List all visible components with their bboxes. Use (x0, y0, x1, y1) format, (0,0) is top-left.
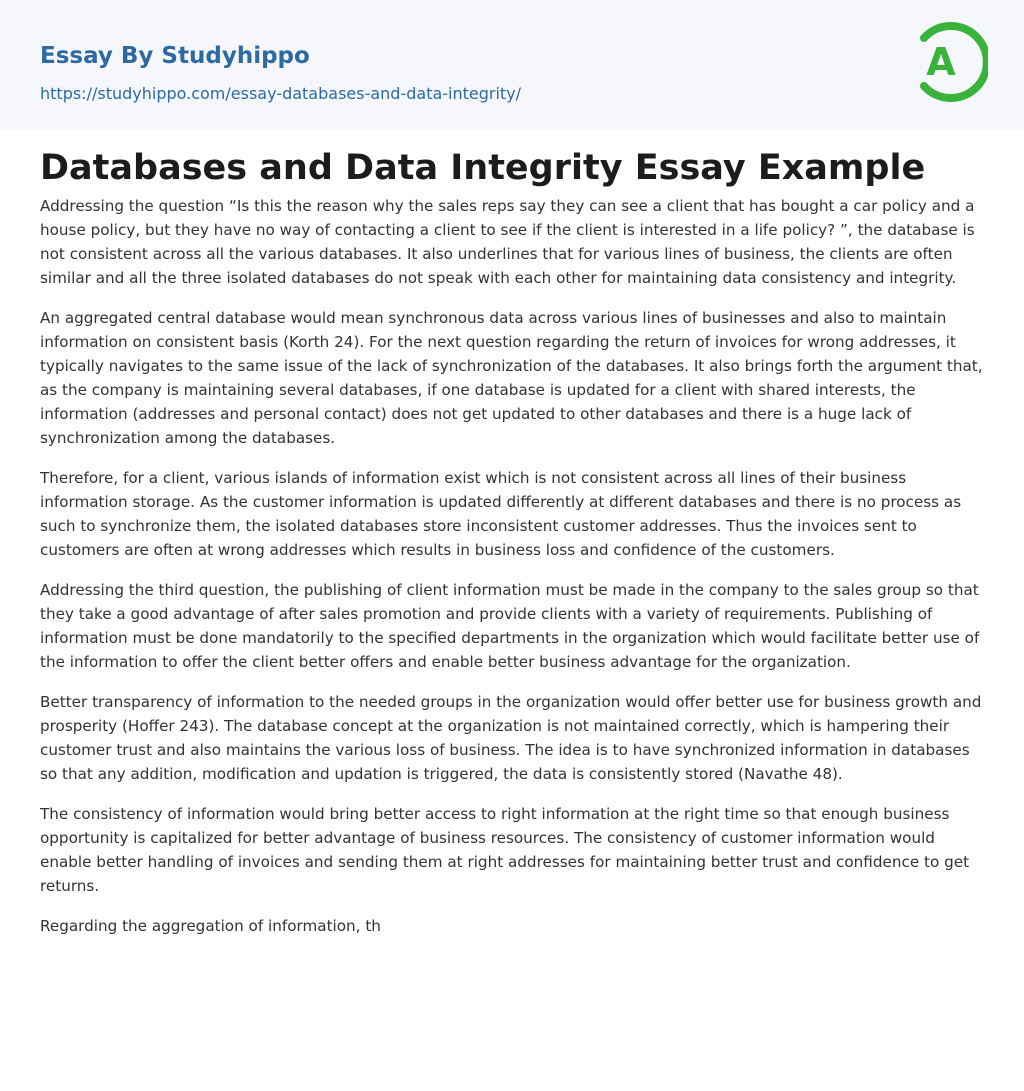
source-url-link[interactable]: https://studyhippo.com/essay-databases-and-data-integrity/ (40, 84, 522, 103)
paragraph-3: Therefore, for a client, various islands of information exist which is not consistent across all lines of their business information storage. As the customer information is updated differently at different databases and there is no process as such to synchronize them, the isolated databases store inconsistent customer addresses. Thus the invoices sent to customers are often at wrong addresses which results in business loss and confidence of the customers. (40, 469, 962, 559)
essay-body (40, 194, 988, 954)
logo-letter: A (926, 40, 956, 84)
paragraph-1: Addressing the question “Is this the reason why the sales reps say they can see a client that has bought a car policy and a house policy, but they have no way of contacting a client to see if the client is interested in a life policy? ”, the database is not consistent across all the various databases. It also underlines that for various lines of business, the clients are often similar and all the three isolated databases do not speak with each other for maintaining data consistency and integrity. (40, 197, 975, 287)
paragraph-5: Better transparency of information to the needed groups in the organization would offer better use for business growth and prosperity (Hoffer 243). The database concept at the organization is not maintained correctly, which is hampering their customer trust and also maintains the various loss of business. The idea is to have synchronized information in databases so that any addition, modification and updation is triggered, the data is consistently stored (Navathe 48). (40, 693, 982, 783)
paragraph-7: Regarding the aggregation of information, th (40, 917, 381, 935)
page-title: Databases and Data Integrity Essay Example (40, 148, 926, 188)
paragraph-4: Addressing the third question, the publishing of client information must be made in the company to the sales group so that they take a good advantage of after sales promotion and provide clients with a variety of requirements. Publishing of information must be done mandatorily to the specified departments in the organization which would facilitate better use of the information to offer the client better offers and enable better business advantage for the organization. (40, 581, 980, 671)
paragraph-2: An aggregated central database would mean synchronous data across various lines of businesses and also to maintain information on consistent basis (Korth 24). For the next question regarding the return of invoices for wrong addresses, it typically navigates to the same issue of the lack of synchronization of the databases. It also brings forth the argument that, as the company is maintaining several databases, if one database is updated for a client with shared interests, the information (addresses and personal contact) does not get updated to other databases and there is a huge lack of synchronization among the databases. (40, 309, 983, 447)
site-name[interactable]: Essay By Studyhippo (40, 43, 310, 69)
site-header (0, 0, 1024, 129)
studyhippo-logo-icon[interactable] (912, 18, 988, 106)
paragraph-6: The consistency of information would bring better access to right information at the right time so that enough business opportunity is capitalized for better advantage of business resources. The consistency of customer information would enable better handling of invoices and sending them at right addresses for maintaining better trust and confidence to get returns. (40, 805, 970, 895)
